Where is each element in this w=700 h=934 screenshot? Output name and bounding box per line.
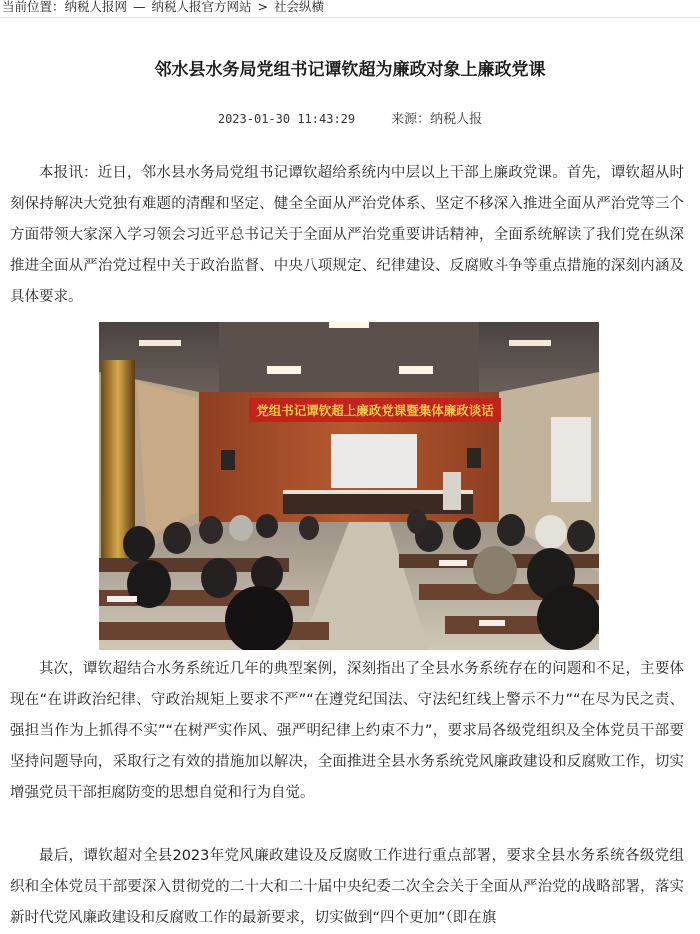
breadcrumb-prefix: 当前位置： — [2, 0, 65, 14]
article-paragraph: 其次，谭钦超结合水务系统近几年的典型案例，深刻指出了全县水务系统存在的问题和不足，主要体现在“在讲政治纪律、守政治规矩上要求不严”“在遵党纪国法、守法纪红线上警示不力”“在尽为民之责、强担当作为上抓得不实”“在树严实作风、强严明纪律上约束不力”，要求局各级党组织及全体党员干部要坚持问题导向，采取行之有效的措施加以解决，全面推进全县水务系统党风廉政建设和反腐败工作，切实增强党员干部拒腐防变的思想自觉和行为自觉。 — [10, 661, 684, 801]
breadcrumb-chevron: > — [257, 0, 268, 14]
meeting-photo — [99, 322, 599, 650]
article-paragraph: 最后，谭钦超对全县2023年党风廉政建设及反腐败工作进行重点部署，要求全县水务系统各级党组织和全体党员干部要深入贯彻党的二十大和二十届中央纪委二次全会关于全面从严治党的战略部署，落实新时代党风廉政建设和反腐败工作的最新要求，切实做到“四个更加”（即在旗 — [10, 848, 684, 926]
breadcrumb-link-home[interactable]: 纳税人报网 — [64, 0, 128, 14]
article-title: 邻水县水务局党组书记谭钦超为廉政对象上廉政党课 — [154, 60, 546, 81]
header-divider — [0, 17, 700, 18]
breadcrumb-link-official-site[interactable]: 纳税人报官方网站 — [151, 0, 252, 14]
breadcrumb — [0, 0, 700, 17]
banner-text: 党组书记谭钦超上廉政党课暨集体廉政谈话 — [256, 403, 494, 418]
article-source: 来源：纳税人报 — [391, 112, 483, 127]
breadcrumb-link-section[interactable]: 社会纵横 — [273, 0, 324, 14]
publish-date: 2023-01-30 11:43:29 — [217, 112, 356, 126]
article-meta — [0, 110, 700, 129]
breadcrumb-separator: — — [133, 0, 146, 14]
article-paragraph: 本报讯：近日，邻水县水务局党组书记谭钦超给系统内中层以上干部上廉政党课。首先，谭钦超从时刻保持解决大党独有难题的清醒和坚定、健全全面从严治党体系、坚定不移深入推进全面从严治党等三个方面带领大家深入学习领会习近平总书记关于全面从严治党重要讲话精神，全面系统解读了我们党在纵深推进全面从严治党过程中关于政治监督、中央八项规定、纪律建设、反腐败斗争等重点措施的深刻内涵及具体要求。 — [10, 165, 684, 305]
